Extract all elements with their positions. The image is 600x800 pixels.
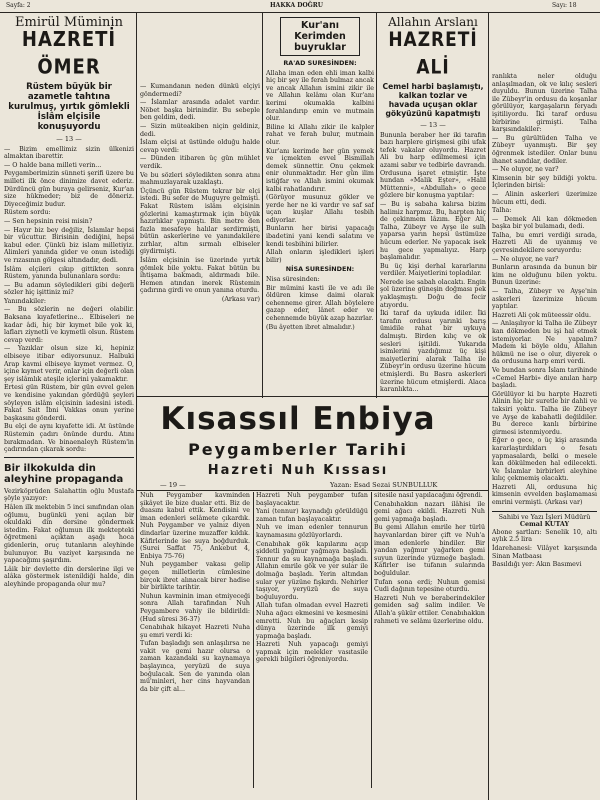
paragraph: — Bizim emellimiz sizin ülkenizi almaktan ibarettir. bbox=[4, 145, 134, 161]
paragraph: Bu üç kişi derhal kararlarını verdiler. Maiyetlerini topladılar. bbox=[380, 262, 486, 278]
kisas-col-3 bbox=[374, 492, 485, 790]
page-header bbox=[0, 0, 600, 13]
paragraph: Ve bundan sonra İslam tarihinde «Cemel Harbi» diye anılan harp başladı. bbox=[492, 366, 597, 390]
imprint bbox=[492, 511, 597, 569]
paragraph: — Sen hepsinin reisi misin? bbox=[4, 217, 93, 225]
paragraph: Vezirköprüden Salahattin oğlu Mustafa şöyle yazıyor: bbox=[4, 487, 134, 503]
paragraph: Bu gemi Allahın emrile her türlü hayvanlardan birer çift ve Nuh'a iman edenlerle bindiler. Bir yandan yağmur yağarken gemi suyun üzerinde yüzmeğe başladı. Kâfirler ise tufanın sularında boğuldular. bbox=[374, 524, 485, 577]
paragraph: Allaha iman eden ehli iman kalbi hiç bir şey ile ferah bulmaz ancak ve ancak Allahın ismini zikir ile ve Allahın kelâmı olan Kur'anı kerimi okumakla kalbini ferahlandırıp emin ve mutmain olur. bbox=[266, 69, 374, 123]
column-rule bbox=[136, 13, 137, 800]
issue-number: Sayı: 18 bbox=[552, 2, 577, 9]
ali-kicker: Allahın Arslanı bbox=[388, 15, 478, 29]
paragraph: Bu elçi de aynı kıyafette idi. At üstünde Rüstemin çadırı önünde durdu. Atını bırakmadan. Ve binaenaleyh Rüstem'in çadırından çıkarak sordu: bbox=[4, 423, 134, 454]
paragraph: Allah tufan olmadan evvel Hazreti Nuha ağacı ekmesini ve kesmesini emretti. Nuh bu ağaçları kesip dünya üzerinde ilk gemiyi yapmağa başladı. bbox=[256, 602, 368, 640]
column-rule bbox=[371, 492, 372, 788]
paragraph: Nuh peygamber vakası gelip geçen milletlerin cümlesine birçok ibret alınacak birer hadise bir birlikte tarihtir. bbox=[140, 561, 250, 592]
paragraph: — Bu gürültüden Talha ve Zübeyr uyanmıştı. Bir şey öğrenmek istediler. Onlar bunu ihanet sandılar, dediler. bbox=[492, 134, 597, 165]
paragraph: Görülüyor ki bu harpte Hazreti Alinin hiç bir suretle bir dahli ve taksiri yoktu. Talha ile Zübeyr ve Ayşe de kabahatli değildiler. Bu derece kanlı birbirine girmesi istenmiyordu. bbox=[492, 390, 597, 436]
paragraph: Hazreti Nuh ve beraberindekiler gemiden sağ salim indiler. Ve Allah'a şükür ettiler. Cenabıhakkın rahmeti ve selâmı üzerlerine oldu. bbox=[374, 594, 485, 625]
paragraph: Hazreti Nuh peygamber tufan başlayacaktır. bbox=[256, 492, 368, 507]
paragraph: Üçüncü gün Rüstem tekrar bir elçi istedi. Bu sefer de Muguyre gelmişti. Fakat Rüstem islâm elçisinin gözlerini kamaştırmak için büyük hazırlıklar yapmıştı. Bin metre den fazla mesafeye halılar serdirmişti, bütün askerlerine ve yanındakilere zırhlar, altın sırmalı elbiseler giydirmişti. bbox=[140, 187, 260, 256]
paragraph: İslâm elçisinin ise üzerinde yırtık gömlek bile yoktu. Fakat bütün bu ihtişama bakmadı, aldırmadı bile. Hemen atından inerek Rüstemin çadırına girdi ve onun yanına oturdu. bbox=[140, 257, 260, 295]
paragraph: Talha: bbox=[492, 207, 512, 215]
paragraph: Talha, bu emri verdiği sırada, Hazreti Ali de uyanmış ve çevresindekilere soruyordu: bbox=[492, 231, 597, 255]
paragraph: Cenabıhakkın nazarı ilâhisi ile gemi ağacı ekildi. Hazreti Nuh gemi yapmağa başladı. bbox=[374, 500, 485, 523]
quran-section-nisa: NİSA SURESİNDEN: bbox=[285, 265, 355, 274]
paragraph: Bunların arasında da bunun bir kim ne olduğunu bilen yoktu. Bunun üzerine: bbox=[492, 264, 597, 287]
paragraph: Nisa süresinden: bbox=[266, 276, 320, 284]
paragraph: Tufan başladığı sen anlaşılırsa ne vakit ve gemi hazır olursa o zaman kazandaki su kaynamaya başlayınca, yeryüzü de suya boğulacak. Sen de yanında olan mü'minleri, her cins hayvandan da bir çift al... bbox=[140, 640, 250, 693]
omer-kicker: Emirül Müminin bbox=[15, 15, 123, 30]
paragraph: Ertesi gün Rüstem, bir gün evvel gelen ve kendisine yakından gördüğü şeyleri söyleyen islâm elçisinin iadesini istedi. Fakat Sait İbni Vakkas onun yerine başkasını gönderdi. bbox=[4, 384, 134, 422]
paragraph: Peygamberimizin sünneti şerifi üzere bu milleti ilk önce dinimize davet ederiz. Dürdüncü gün buraya gelirseniz, Kur'an size hükmeder; biz de döneriz. Diyeceğimiz budur. bbox=[4, 170, 134, 208]
column-rule bbox=[376, 13, 377, 398]
paragraph: — Alinin askerleri üzerimize hücum etti, dedi. bbox=[492, 190, 597, 206]
ali-deck: Cemel harbi başlamıştı, kalkan tozlar ve havada uçuşan oklar gökyüzünü kapatmıştı bbox=[382, 82, 484, 118]
paragraph: Hazreti Nuh yapacağı gemiyi yapmak için melekler vasıtasile gerekli bilgileri öğreniyordu. bbox=[256, 641, 368, 664]
owner-label: Sahibi ve Yazı İşleri Müdürü bbox=[498, 512, 591, 521]
paragraph: Hazreti Ali, ordusuna hiç kimsenin evvelden başlamaması emrini vermişti. (Arkası var) bbox=[492, 483, 597, 507]
propaganda-article bbox=[4, 457, 134, 589]
paragraph: — Ne oluyor, ne var? bbox=[492, 255, 559, 263]
paragraph: Rüstem sordu: bbox=[4, 209, 51, 217]
paragraph: İki taraf da uykuda idiler. İki tarafın ordusu yarınki barış ümidile rahat bir uykuya dalmıştı. Birden kılıç ve ok sesleri işitildi. Yukarıda isimlerini yazdığımız üç kişi maiyetlerini alarak Talha ile Zübeyr'in ordusu üzerine hücum etmişlerdi. Bu Basra askerleri üzerine hücum etmişlerdi. Alaca karanlıkta... bbox=[380, 310, 486, 394]
paragraph: — Hayır biz bey değiliz, İslamlar hepsi bir vücuttur. Birisinin dediğini, hepsi kabul eder. Çünkü biz islam milletiyiz. Alimleri yanında gider ve onun istediği ve rızasının gölgesi altındadır, dedi. bbox=[4, 226, 134, 264]
quran-section-raad: RA'AD SURESİNDEN: bbox=[283, 59, 357, 67]
paragraph: İslam elçisi at üstünde olduğu halde cevap verdi: bbox=[140, 139, 260, 154]
omer-title: HAZRETİ ÖMER bbox=[21, 27, 117, 80]
paragraph: Hâlen ilk mektebin 5 inci sınıfından olan oğlumu, bugünkü yeni açılan bir okuldaki din dersine göndermek istedim. Fakat oğlumun ilk mektepteki öğretmeni açıktan aşağı hoca gidenlerin, oruç tutanların aleyhinde bulunuyor. Bu vaziyet karşısında ne yapacağımı şaşırdım. bbox=[4, 503, 134, 565]
quran-article bbox=[266, 13, 374, 395]
kisas-subtitle-nuh: Hazreti Nuh Kıssası bbox=[207, 463, 389, 478]
kisas-author: Yazan: Esad Sezai SUNBULLUK bbox=[330, 481, 438, 489]
owner-name: Cemal KUTAY bbox=[519, 520, 570, 529]
paragraph: (Bu âyetten ibret almalıdır.) bbox=[266, 323, 355, 331]
paragraph: — İslamlar arasında adalet vardır. Nöbet başka birinindir. Bu sebeple ben geldim, dedi. bbox=[140, 99, 260, 122]
kisas-col-2 bbox=[256, 492, 368, 790]
paragraph: Nuh ve iman edenler tennurun kaynamasını gözlüyorlardı. bbox=[256, 524, 368, 539]
paragraph: Cenabıhak hikayet Hazreti Nuha şu emri verdi ki: bbox=[140, 624, 250, 639]
kisas-part-number: — 19 — bbox=[160, 481, 186, 489]
paragraph: İslâm elçileri çıkıp gittikten sonra Rüstem, yanında bulunanlara sordu: bbox=[4, 265, 134, 281]
section-rule bbox=[137, 490, 488, 491]
paragraph: Kur'anı kerimde her gün yemek ve içmekten evvel Bismillah demek sünnettir. Onu çekmek enir olunmaktadır. Her gün ilim istiğfar ve Allah ismini okumak kalbi rahatlandırır. bbox=[266, 147, 374, 193]
ali-article bbox=[380, 13, 486, 395]
paragraph: Bunların her birisi yapacağı ibadetini yani kendi salatını ve kendi tesbihini bilirler. bbox=[266, 225, 374, 248]
paragraph: — Anlaşılıyor ki Talha ile Zübeyr kan dökmeden bu işi hal etmek istemiyorlar. Ne yapalım? Madem ki böyle oldu, Allahın hükmü ne ise o olur, diyerek o da ordusuna harp emri verdi. bbox=[492, 320, 597, 366]
propaganda-title: Bir ilkokulda din aleyhine propaganda bbox=[4, 462, 124, 485]
paragraph: — Dünden itibaren üç gün mühlet verdik. bbox=[140, 155, 260, 170]
quran-box-title: Kur'anı Kerimden buyruklar bbox=[280, 17, 360, 56]
paragraph: — Kumandanın neden dünkü elçiyi göndermedi? bbox=[140, 83, 260, 98]
paragraph: Hazreti Ali çok müteessir oldu. bbox=[492, 311, 591, 319]
column-rule bbox=[262, 13, 263, 398]
section-rule bbox=[137, 396, 488, 397]
omer-part-number: — 13 — bbox=[56, 135, 82, 143]
paragraph: Nuhun kavminin iman etmiyeceği sonra Allah tarafından Nuh Peygambere vahiy ile bildirildi: (Hud süresi 36-37) bbox=[140, 592, 250, 623]
omer-deck: Rüstem büyük bir azametle tahtına kurulmuş, yırtık gömlekli İslâm elçisile konuşuyordu bbox=[8, 82, 130, 132]
paragraph: Tufan sona erdi; Nuhun gemisi Cudi dağının tepesine oturdu. bbox=[374, 578, 485, 594]
paragraph: Cenabıhak gök kapılarını açıp şiddetli yağmur yağmaya başladı. Tennur da su kaynamağa başladı. Allahın emrile gök ve yer sular ile dolmağa başladı. Yerin altından sular yer yüzüne fışkırdı. Nehirler taşıyor, yeryüzü de suya boğuluyordu. bbox=[256, 540, 368, 601]
paragraph: — Bu adamın söyledikleri gibi değerli sözler hiç işittiniz mi? bbox=[4, 281, 134, 297]
paragraph: — Sizin müteakiben niçin geldiniz, dedi. bbox=[140, 122, 260, 138]
omer-article bbox=[4, 13, 134, 798]
kisas-title: Kısassıl Enbiya bbox=[160, 401, 436, 437]
paragraph: Nuh Peygamber kavminden şikâyet ile bize dualar etti. Biz de duasını kabul ettik. Kendisini ve iman edenleri selâmete çıkardık. Nuh Peygamber ve yalnız diyen dindarlar üzerine muzaffer kıldık. Kâfirlerinde ise suya boğdurduk. (Surei Saffat 75, Ankebut 4, Enbiya 75-76) bbox=[140, 492, 250, 560]
paragraph: Lâik bir devlette din derslerine ilgi ve alâka göstermek istenildiği halde, din aleyhinde propaganda olur mu? bbox=[4, 565, 134, 588]
paragraph: — Bu iş sabaha kalırsa bizim halimiz harpmız. Bu, harpten hiç de çekinmem lâzım. Eğer Ali, Talha, Zübeyr ve Ayşe ile sulh yaparsa yarın hepsi üstümüze hücum ederler. Ne yapacak isek hu gece yapmalıyız. Harp başlamalıdır. bbox=[380, 200, 486, 262]
ali-article-continued bbox=[492, 13, 597, 797]
column-rule bbox=[253, 492, 254, 788]
subscription-terms: Abone şartları: Senelik 10, altı aylık 2.5 lira bbox=[492, 528, 597, 544]
paragraph: Eğer o gece, o üç kişi arasında kararlaştırdıkları o fesatı yapmasalardı, belki o mesele kan dökülmeden hal edilecekti. Ve İslamlar birbirleri aleyhine kılıç çekmemiş olacaktı. bbox=[492, 437, 597, 483]
kisas-col-1 bbox=[140, 492, 250, 790]
paragraph: Ve bu sözleri söyledikten sonra atını mahmuzlayarak uzaklaştı. bbox=[140, 171, 260, 187]
paragraph: — Ne oluyor, ne var? bbox=[492, 166, 559, 174]
kisas-subtitle: Peygamberler Tarihi bbox=[188, 440, 408, 459]
paragraph: — Talha, Zübeyr ve Ayşe'nin askerleri üzerimize hücum yaptılar. bbox=[492, 288, 597, 311]
paragraph: Allah onların işledikleri işleri bilir) bbox=[266, 249, 374, 264]
paragraph: Nerede ise sabah olacaktı. Engin şol üzerine güneşin doğması pek yaklaşmıştı. Doğu de fecir atıyordu. bbox=[380, 278, 486, 309]
continued-note: (Arkası var) bbox=[221, 295, 260, 304]
ali-title: HAZRETİ ALİ bbox=[388, 28, 478, 80]
print-house: Basıldığı yer: Akın Basımevi bbox=[492, 561, 582, 569]
paragraph: Yani (tennur) kaynadığı görüldüğü zaman tufan başlayacaktır. bbox=[256, 508, 368, 523]
paragraph: — O halde bana milleti verin... bbox=[4, 161, 102, 169]
omer-article-continued bbox=[140, 13, 260, 395]
paragraph: Bir mümini kasti ile ve adı ile öldüren kimse daimi olarak cehenneme girer. Allah böylelere gazap eder, lânet eder ve cehennemde büyük azap hazırlar. bbox=[266, 284, 374, 322]
paragraph: — Demek Ali kan dökmeden başka bir yol bulamadı, dedi. bbox=[492, 215, 597, 231]
ali-part-number: — 13 — bbox=[420, 121, 446, 129]
paragraph: Yanındakiler: bbox=[4, 297, 47, 305]
page-number: Sayfa: 2 bbox=[6, 2, 31, 9]
paragraph: sitesile nasıl yapılacağını öğrendi. bbox=[374, 492, 483, 499]
paragraph: — Yazıklar olsun size ki, hepiniz elbiseye itibar ediyorsunuz. Halbuki Arap kavmi elbiseye kıymet vermez. O, içine kıymet verir, onlar için değerli olan şey islâmlık ateşile içlerini yakamaktır. bbox=[4, 345, 134, 383]
paragraph: Kimsenin bir şey bildiği yoktu. İçlerinden birisi: bbox=[492, 174, 597, 190]
paragraph: (Görüyor musunuz gökler ve yerde her ne ki vardır ve saf saf uçan kuşlar Allahı tesbih ediyorlar. bbox=[266, 194, 374, 224]
paragraph: ranlıkta neler olduğu anlaşılmadan, ok ve kılıç sesleri duyuldu. Bunun üzerine Talha ile Zübeyr'in ordusu da koşanlar görülüyor, kargaşaların feryadı işitiliyordu. İki taraf ordusu birbirine girmişti. Talha karşısındakiler: bbox=[492, 73, 597, 134]
newspaper-name: HAKKA DOĞRU bbox=[270, 2, 324, 9]
paragraph: — Bu sözlerin ne değeri olabilir. Baksana kıyafetlerine... Elbiseleri ne kadar âdi, hiç bir kıymet bile yok ki, lafları ziynetli ve kıymetli olsun. Rüstem cevap verdi: bbox=[4, 306, 134, 344]
office-address: İdarehanesi: Vilâyet karşısında Sinan Matbaası bbox=[492, 545, 597, 560]
column-rule bbox=[488, 13, 489, 800]
paragraph: Bununla beraber her iki tarafın bazı harplere girişmesi gibi ufak tefek vakalar oluyordu. Hazret Ali bu harp edilmemesi için azami sabır ve tedbirle davrandı. Ordusuna işaret etmiştir. İşte hundan «Malik Eşter», «Halil Müttenni», «Abdullah» o gece gözlere bir konuşma yaptılar: bbox=[380, 131, 486, 200]
paragraph: Biline ki Allahı zikir ile kalpler rahat ve ferah bulur, mutmain olur. bbox=[266, 123, 374, 146]
